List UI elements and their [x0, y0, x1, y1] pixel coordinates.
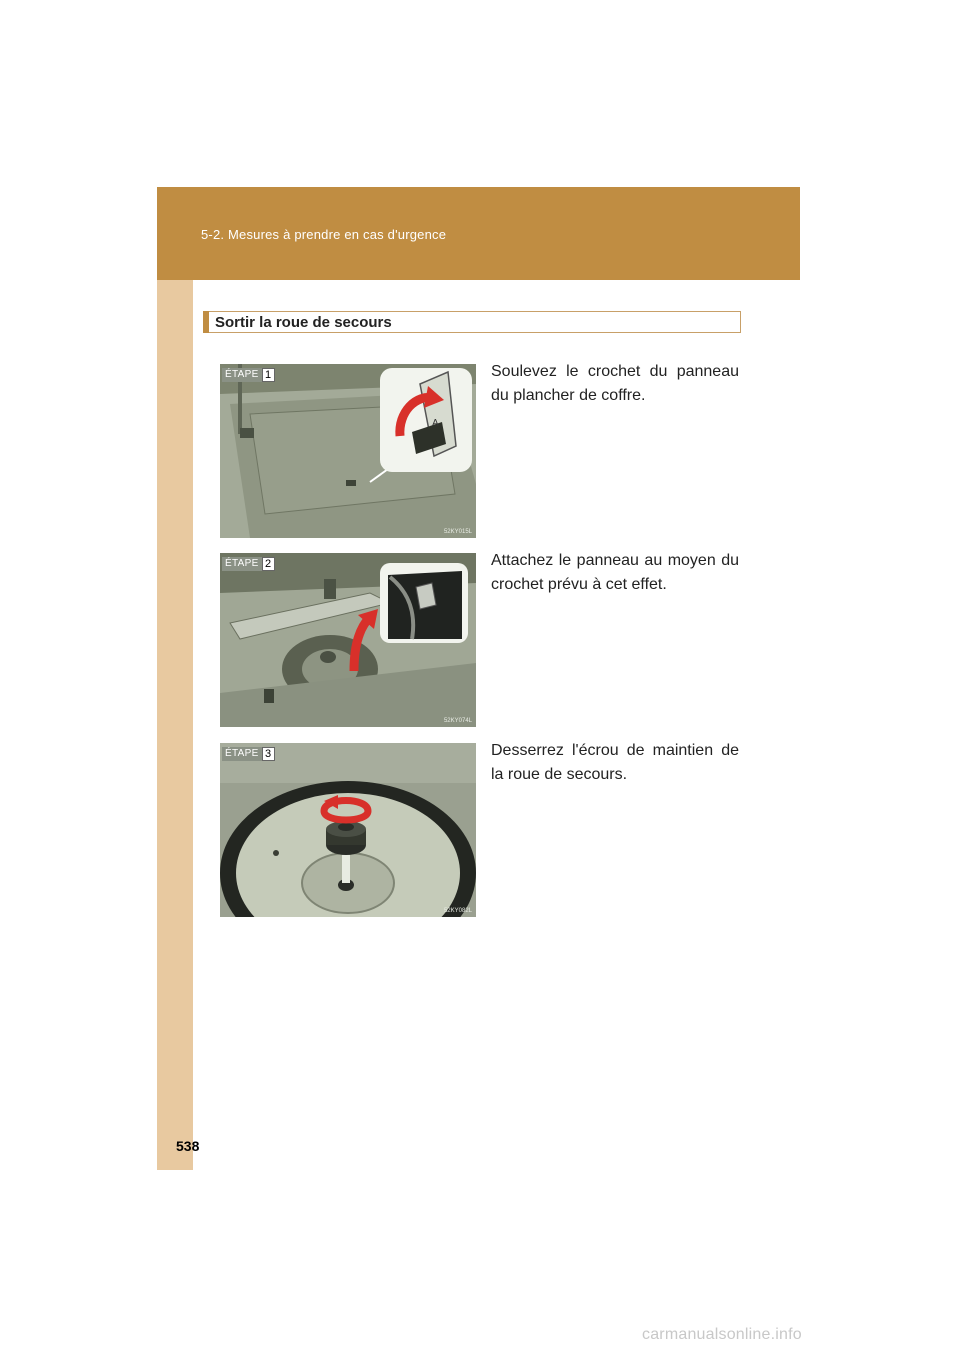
- step-3-badge: ÉTAPE 3: [222, 747, 275, 761]
- step-1-illustration: [220, 364, 476, 538]
- step-3-illustration: [220, 743, 476, 917]
- step-1-text: Soulevez le crochet du panneau du plancher de coffre.: [491, 363, 739, 404]
- header-section-title: 5-2. Mesures à prendre en cas d'urgence: [201, 227, 447, 242]
- svg-text:A: A: [432, 418, 439, 429]
- image-code: 52KY082L: [443, 908, 472, 914]
- section-title-box: [203, 311, 741, 333]
- spare-tire-illustration: [220, 743, 476, 917]
- step-2-illustration: [220, 553, 476, 727]
- step-3-text: Desserrez l'écrou de maintien de la roue de secours.: [491, 742, 739, 783]
- trunk-floor-illustration: [220, 364, 476, 538]
- image-code: 52KY015L: [443, 529, 472, 535]
- page-number: 538: [176, 1138, 200, 1154]
- step-1-badge: ÉTAPE 1: [222, 368, 275, 382]
- section-title-bar: [203, 311, 209, 333]
- image-code: 52KY074L: [443, 718, 472, 724]
- step-2-badge: ÉTAPE 2: [222, 557, 275, 571]
- trunk-panel-illustration: [220, 553, 476, 727]
- step-2-text: Attachez le panneau au moyen du crochet prévu à cet effet.: [491, 552, 739, 593]
- page-header: [157, 187, 800, 280]
- watermark: carmanualsonline.info: [642, 1326, 802, 1343]
- page-sidebar: [157, 187, 193, 1170]
- section-title: Sortir la roue de secours: [215, 314, 392, 331]
